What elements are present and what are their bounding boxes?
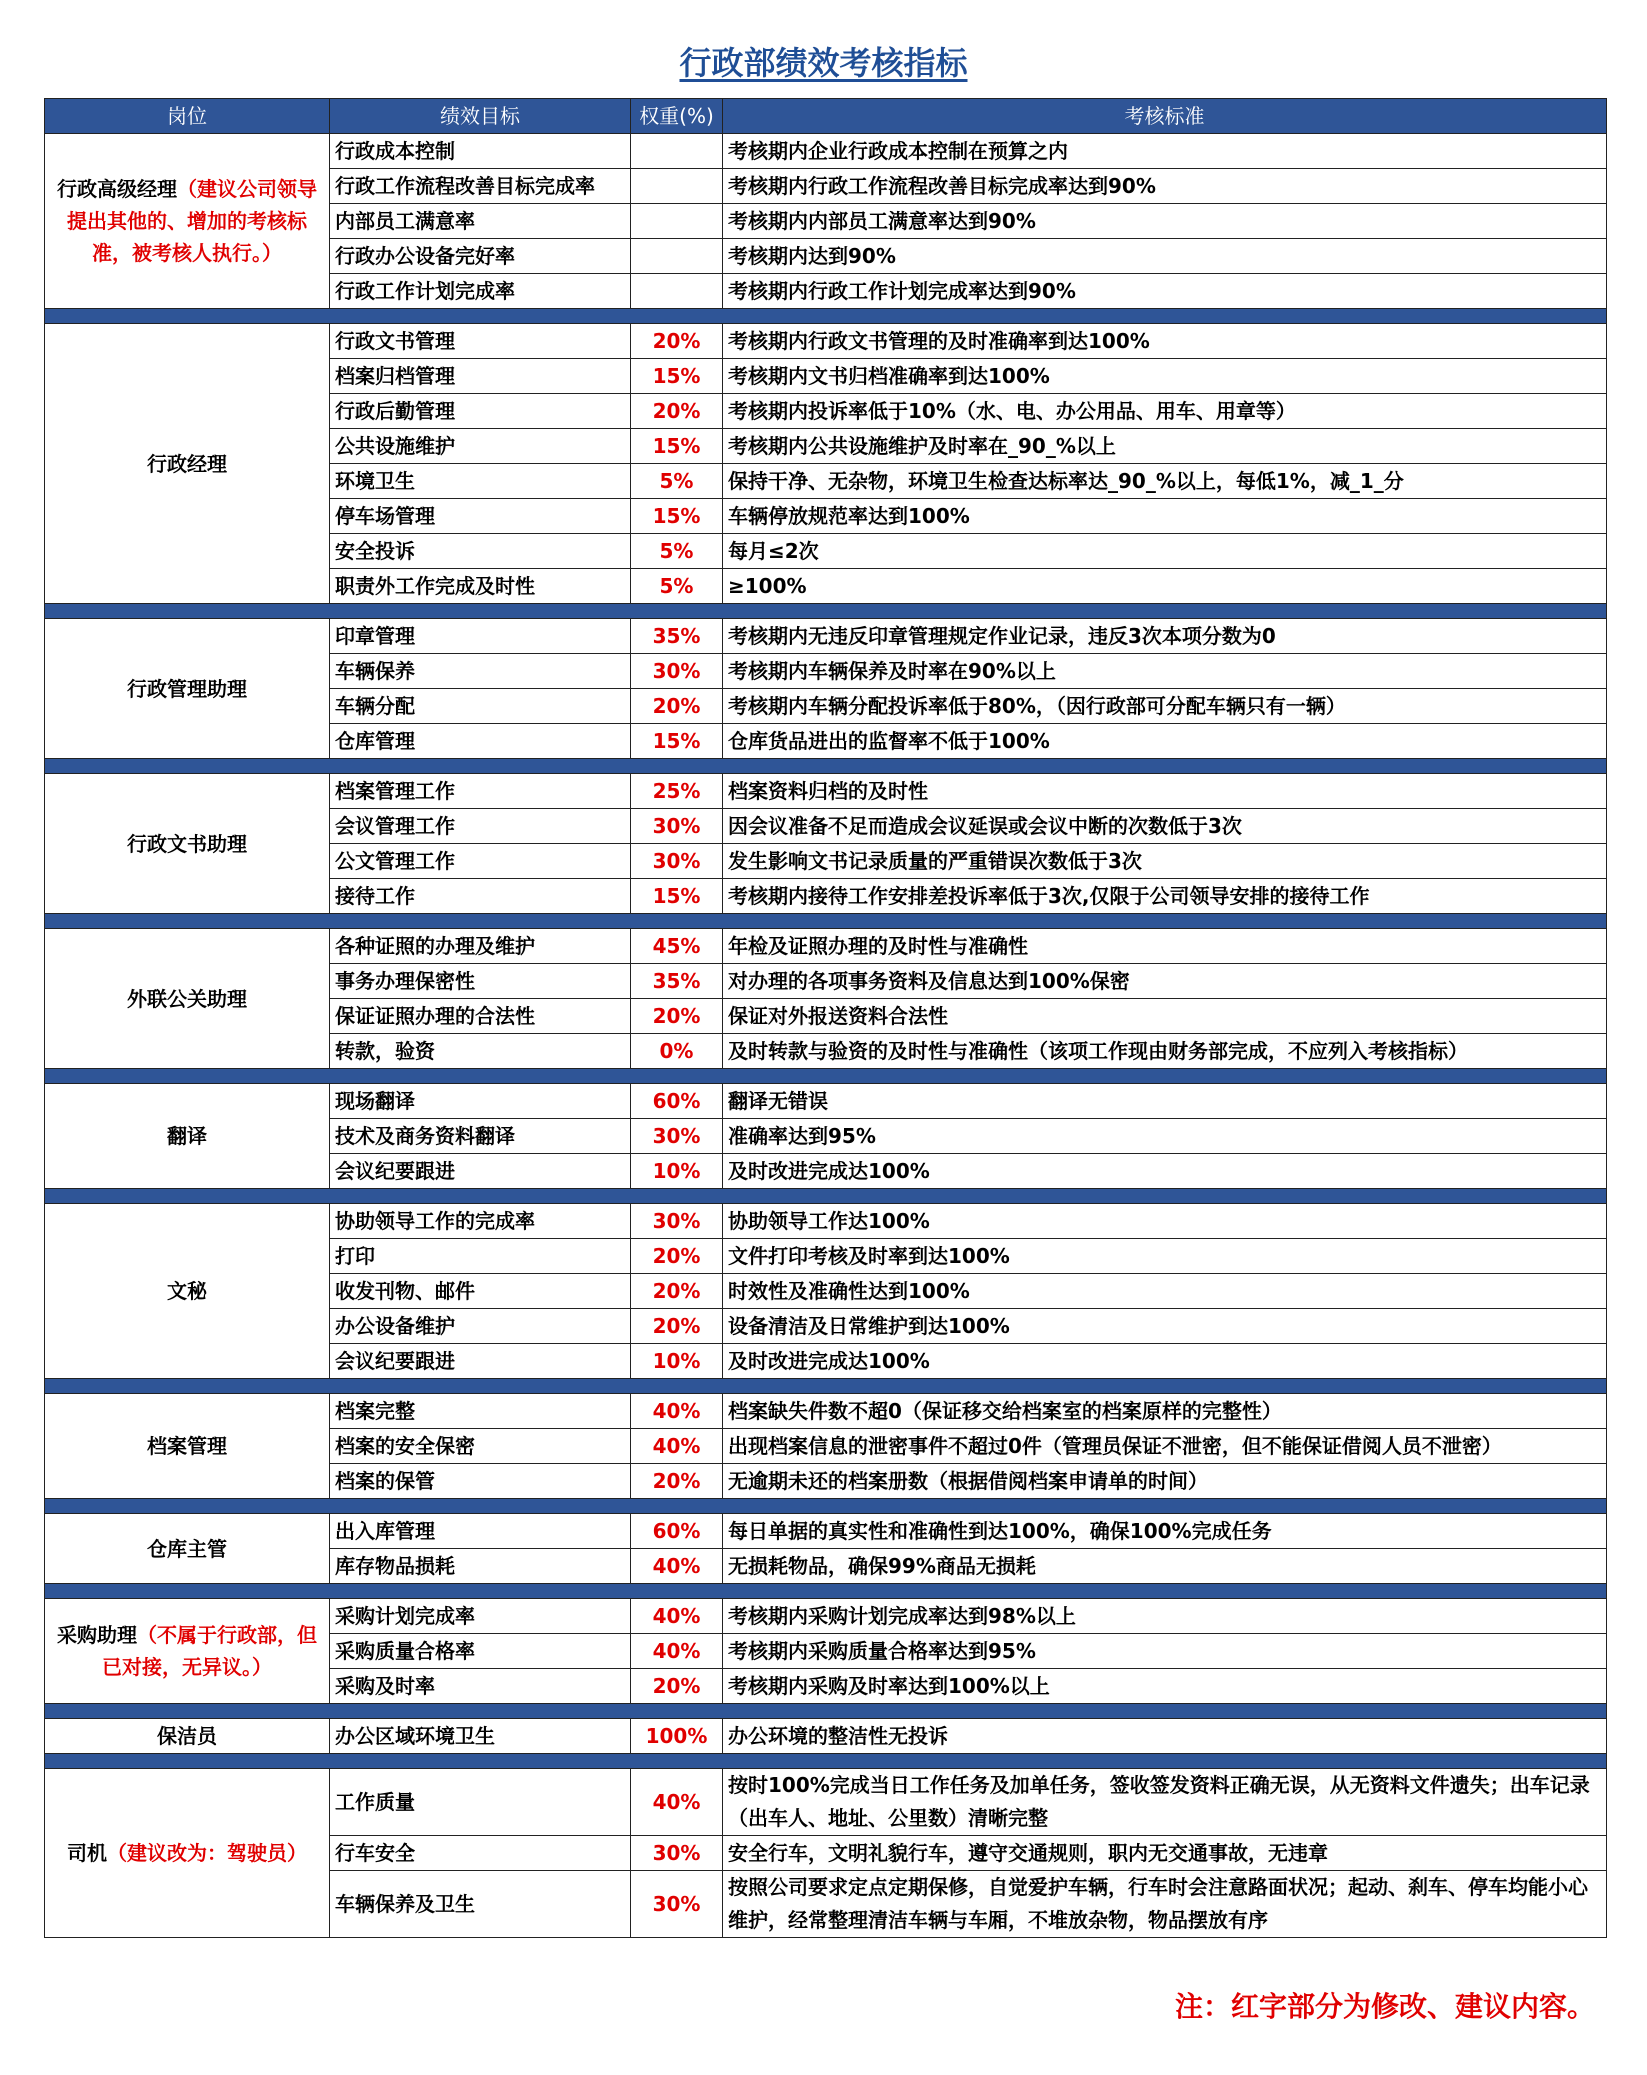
standard-cell: 考核期内接待工作安排差投诉率低于3次,仅限于公司领导安排的接待工作 [723,879,1607,914]
goal-cell: 职责外工作完成及时性 [330,569,631,604]
standard-cell: 考核期内车辆分配投诉率低于80%，（因行政部可分配车辆只有一辆） [723,689,1607,724]
standard-cell: 按时100%完成当日工作任务及加单任务，签收签发资料正确无误，从无资料文件遗失；出车记录（出车人、地址、公里数）清晰完整 [723,1769,1607,1836]
standard-cell: 每日单据的真实性和准确性到达100%，确保100%完成任务 [723,1514,1607,1549]
role-name: 司机 [67,1841,107,1865]
standard-cell: 档案缺失件数不超0（保证移交给档案室的档案原样的完整性） [723,1394,1607,1429]
standard-cell: 及时改进完成达100% [723,1344,1607,1379]
separator-bar [45,759,1607,774]
standard-cell: 及时转款与验资的及时性与准确性（该项工作现由财务部完成，不应列入考核指标） [723,1034,1607,1069]
standard-cell: 文件打印考核及时率到达100% [723,1239,1607,1274]
separator-bar [45,1379,1607,1394]
weight-cell: 20% [631,1309,723,1344]
goal-cell: 档案完整 [330,1394,631,1429]
role-cell [45,1514,330,1584]
goal-cell: 采购及时率 [330,1669,631,1704]
standard-cell: 准确率达到95% [723,1119,1607,1154]
standard-cell: 考核期内采购质量合格率达到95% [723,1634,1607,1669]
table-row [45,1514,1607,1549]
role-name: 翻译 [167,1124,207,1148]
goal-cell: 行政文书管理 [330,324,631,359]
goal-cell: 安全投诉 [330,534,631,569]
weight-cell: 30% [631,1836,723,1871]
weight-cell: 5% [631,569,723,604]
weight-cell: 30% [631,1871,723,1938]
group-separator [45,1069,1607,1084]
weight-cell: 40% [631,1394,723,1429]
goal-cell: 行车安全 [330,1836,631,1871]
role-name: 行政高级经理 [57,177,177,201]
role-name: 保洁员 [157,1724,217,1748]
role-cell [45,774,330,914]
goal-cell: 档案管理工作 [330,774,631,809]
page-title: 行政部绩效考核指标 [679,44,968,82]
group-separator [45,1379,1607,1394]
goal-cell: 公文管理工作 [330,844,631,879]
goal-cell: 库存物品损耗 [330,1549,631,1584]
table-body [45,134,1607,1938]
group-separator [45,604,1607,619]
separator-bar [45,1069,1607,1084]
table-row [45,324,1607,359]
goal-cell: 行政工作计划完成率 [330,274,631,309]
group-separator [45,1584,1607,1599]
group-separator [45,914,1607,929]
weight-cell: 35% [631,619,723,654]
separator-bar [45,604,1607,619]
goal-cell: 采购质量合格率 [330,1634,631,1669]
role-suggestion-note: （建议改为：驾驶员） [107,1841,307,1865]
standard-cell: 考核期内投诉率低于10%（水、电、办公用品、用车、用章等） [723,394,1607,429]
goal-cell: 内部员工满意率 [330,204,631,239]
standard-cell: 安全行车，文明礼貌行车，遵守交通规则，职内无交通事故，无违章 [723,1836,1607,1871]
standard-cell: 考核期内企业行政成本控制在预算之内 [723,134,1607,169]
header-standard: 考核标准 [723,99,1607,134]
goal-cell: 办公设备维护 [330,1309,631,1344]
role-suggestion-note: （不属于行政部，但已对接，无异议。） [102,1623,317,1679]
weight-cell: 20% [631,324,723,359]
header-weight: 权重(%) [631,99,723,134]
role-cell [45,324,330,604]
standard-cell: 及时改进完成达100% [723,1154,1607,1189]
role-name: 行政管理助理 [127,676,247,701]
standard-cell: ≥100% [723,569,1607,604]
weight-cell: 40% [631,1549,723,1584]
separator-bar [45,1584,1607,1599]
standard-cell: 因会议准备不足而造成会议延误或会议中断的次数低于3次 [723,809,1607,844]
goal-cell: 行政后勤管理 [330,394,631,429]
separator-bar [45,1704,1607,1719]
table-row [45,929,1607,964]
standard-cell: 考核期内公共设施维护及时率在_90_%以上 [723,429,1607,464]
goal-cell: 车辆分配 [330,689,631,724]
table-row [45,1719,1607,1754]
weight-cell: 30% [631,654,723,689]
group-separator [45,309,1607,324]
weight-cell: 30% [631,809,723,844]
group-separator [45,1499,1607,1514]
weight-cell: 60% [631,1084,723,1119]
role-cell [45,1599,330,1704]
goal-cell: 现场翻译 [330,1084,631,1119]
weight-cell: 100% [631,1719,723,1754]
weight-cell: 15% [631,429,723,464]
weight-cell: 30% [631,1204,723,1239]
standard-cell: 考核期内达到90% [723,239,1607,274]
standard-cell: 年检及证照办理的及时性与准确性 [723,929,1607,964]
standard-cell: 无逾期未还的档案册数（根据借阅档案申请单的时间） [723,1464,1607,1499]
role-cell [45,1204,330,1379]
table-row [45,1769,1607,1836]
standard-cell: 发生影响文书记录质量的严重错误次数低于3次 [723,844,1607,879]
role-name: 仓库主管 [147,1536,227,1561]
goal-cell: 办公区域环境卫生 [330,1719,631,1754]
goal-cell: 行政办公设备完好率 [330,239,631,274]
goal-cell: 转款，验资 [330,1034,631,1069]
standard-cell: 考核期内行政工作流程改善目标完成率达到90% [723,169,1607,204]
weight-cell: 20% [631,394,723,429]
standard-cell: 考核期内采购计划完成率达到98%以上 [723,1599,1607,1634]
goal-cell: 车辆保养 [330,654,631,689]
standard-cell: 时效性及准确性达到100% [723,1274,1607,1309]
header-role: 岗位 [45,99,330,134]
goal-cell: 印章管理 [330,619,631,654]
weight-cell: 15% [631,499,723,534]
goal-cell: 采购计划完成率 [330,1599,631,1634]
table-row [45,774,1607,809]
standard-cell: 考核期内行政工作计划完成率达到90% [723,274,1607,309]
standard-cell: 出现档案信息的泄密事件不超过0件（管理员保证不泄密，但不能保证借阅人员不泄密） [723,1429,1607,1464]
weight-cell: 40% [631,1634,723,1669]
weight-cell: 20% [631,1274,723,1309]
group-separator [45,1754,1607,1769]
table-row [45,1204,1607,1239]
weight-cell: 60% [631,1514,723,1549]
goal-cell: 收发刊物、邮件 [330,1274,631,1309]
goal-cell: 档案的保管 [330,1464,631,1499]
table-row [45,1599,1607,1634]
weight-cell: 40% [631,1429,723,1464]
role-suggestion-note: （建议公司领导提出其他的、增加的考核标准，被考核人执行。） [67,177,317,265]
separator-bar [45,309,1607,324]
goal-cell: 仓库管理 [330,724,631,759]
table-row [45,1084,1607,1119]
separator-bar [45,914,1607,929]
standard-cell: 考核期内无违反印章管理规定作业记录，违反3次本项分数为0 [723,619,1607,654]
footer-note: 注：红字部分为修改、建议内容。 [1174,1990,1595,2023]
weight-cell: 45% [631,929,723,964]
standard-cell: 保持干净、无杂物，环境卫生检查达标率达_90_%以上，每低1%，减_1_分 [723,464,1607,499]
role-name: 采购助理 [57,1623,137,1647]
table-row [45,134,1607,169]
role-cell [45,1719,330,1754]
weight-cell: 20% [631,1669,723,1704]
header-row [45,99,1607,134]
standard-cell: 考核期内行政文书管理的及时准确率到达100% [723,324,1607,359]
standard-cell: 考核期内文书归档准确率到达100% [723,359,1607,394]
goal-cell: 环境卫生 [330,464,631,499]
standard-cell: 仓库货品进出的监督率不低于100% [723,724,1607,759]
group-separator [45,1704,1607,1719]
standard-cell: 考核期内采购及时率达到100%以上 [723,1669,1607,1704]
role-name: 外联公关助理 [127,986,247,1011]
weight-cell [631,274,723,309]
weight-cell: 15% [631,359,723,394]
weight-cell: 20% [631,1464,723,1499]
role-cell [45,1769,330,1938]
goal-cell: 会议管理工作 [330,809,631,844]
group-separator [45,1189,1607,1204]
standard-cell: 考核期内车辆保养及时率在90%以上 [723,654,1607,689]
weight-cell: 40% [631,1769,723,1836]
table-row [45,619,1607,654]
role-name: 行政经理 [147,451,227,476]
goal-cell: 技术及商务资料翻译 [330,1119,631,1154]
goal-cell: 事务办理保密性 [330,964,631,999]
goal-cell: 出入库管理 [330,1514,631,1549]
weight-cell: 15% [631,879,723,914]
weight-cell [631,204,723,239]
weight-cell: 20% [631,999,723,1034]
goal-cell: 会议纪要跟进 [330,1344,631,1379]
role-name: 行政文书助理 [127,831,247,856]
standard-cell: 翻译无错误 [723,1084,1607,1119]
weight-cell: 20% [631,689,723,724]
goal-cell: 会议纪要跟进 [330,1154,631,1189]
standard-cell: 车辆停放规范率达到100% [723,499,1607,534]
weight-cell: 10% [631,1344,723,1379]
weight-cell: 30% [631,844,723,879]
goal-cell: 车辆保养及卫生 [330,1871,631,1938]
weight-cell: 40% [631,1599,723,1634]
goal-cell: 各种证照的办理及维护 [330,929,631,964]
weight-cell: 10% [631,1154,723,1189]
standard-cell: 无损耗物品，确保99%商品无损耗 [723,1549,1607,1584]
standard-cell: 考核期内内部员工满意率达到90% [723,204,1607,239]
goal-cell: 档案的安全保密 [330,1429,631,1464]
weight-cell: 25% [631,774,723,809]
role-cell [45,1084,330,1189]
separator-bar [45,1189,1607,1204]
role-name: 档案管理 [147,1434,227,1458]
role-cell [45,619,330,759]
goal-cell: 保证证照办理的合法性 [330,999,631,1034]
role-cell [45,1394,330,1499]
goal-cell: 行政工作流程改善目标完成率 [330,169,631,204]
goal-cell: 档案归档管理 [330,359,631,394]
weight-cell: 30% [631,1119,723,1154]
separator-bar [45,1754,1607,1769]
header-goal: 绩效目标 [330,99,631,134]
standard-cell: 对办理的各项事务资料及信息达到100%保密 [723,964,1607,999]
goal-cell: 协助领导工作的完成率 [330,1204,631,1239]
separator-bar [45,1499,1607,1514]
weight-cell: 20% [631,1239,723,1274]
standard-cell: 档案资料归档的及时性 [723,774,1607,809]
standard-cell: 设备清洁及日常维护到达100% [723,1309,1607,1344]
standard-cell: 每月≤2次 [723,534,1607,569]
role-cell [45,134,330,309]
table-row [45,1394,1607,1429]
weight-cell: 5% [631,534,723,569]
goal-cell: 行政成本控制 [330,134,631,169]
weight-cell [631,134,723,169]
goal-cell: 公共设施维护 [330,429,631,464]
weight-cell: 5% [631,464,723,499]
weight-cell: 15% [631,724,723,759]
goal-cell: 停车场管理 [330,499,631,534]
weight-cell: 35% [631,964,723,999]
weight-cell [631,239,723,274]
weight-cell: 0% [631,1034,723,1069]
goal-cell: 工作质量 [330,1769,631,1836]
goal-cell: 打印 [330,1239,631,1274]
standard-cell: 按照公司要求定点定期保修，自觉爱护车辆，行车时会注意路面状况；起动、刹车、停车均能小心维护，经常整理清洁车辆与车厢，不堆放杂物，物品摆放有序 [723,1871,1607,1938]
group-separator [45,759,1607,774]
goal-cell: 接待工作 [330,879,631,914]
role-name: 文秘 [167,1279,207,1303]
role-cell [45,929,330,1069]
standard-cell: 协助领导工作达100% [723,1204,1607,1239]
standard-cell: 办公环境的整洁性无投诉 [723,1719,1607,1754]
standard-cell: 保证对外报送资料合法性 [723,999,1607,1034]
kpi-table [44,98,1607,1938]
weight-cell [631,169,723,204]
